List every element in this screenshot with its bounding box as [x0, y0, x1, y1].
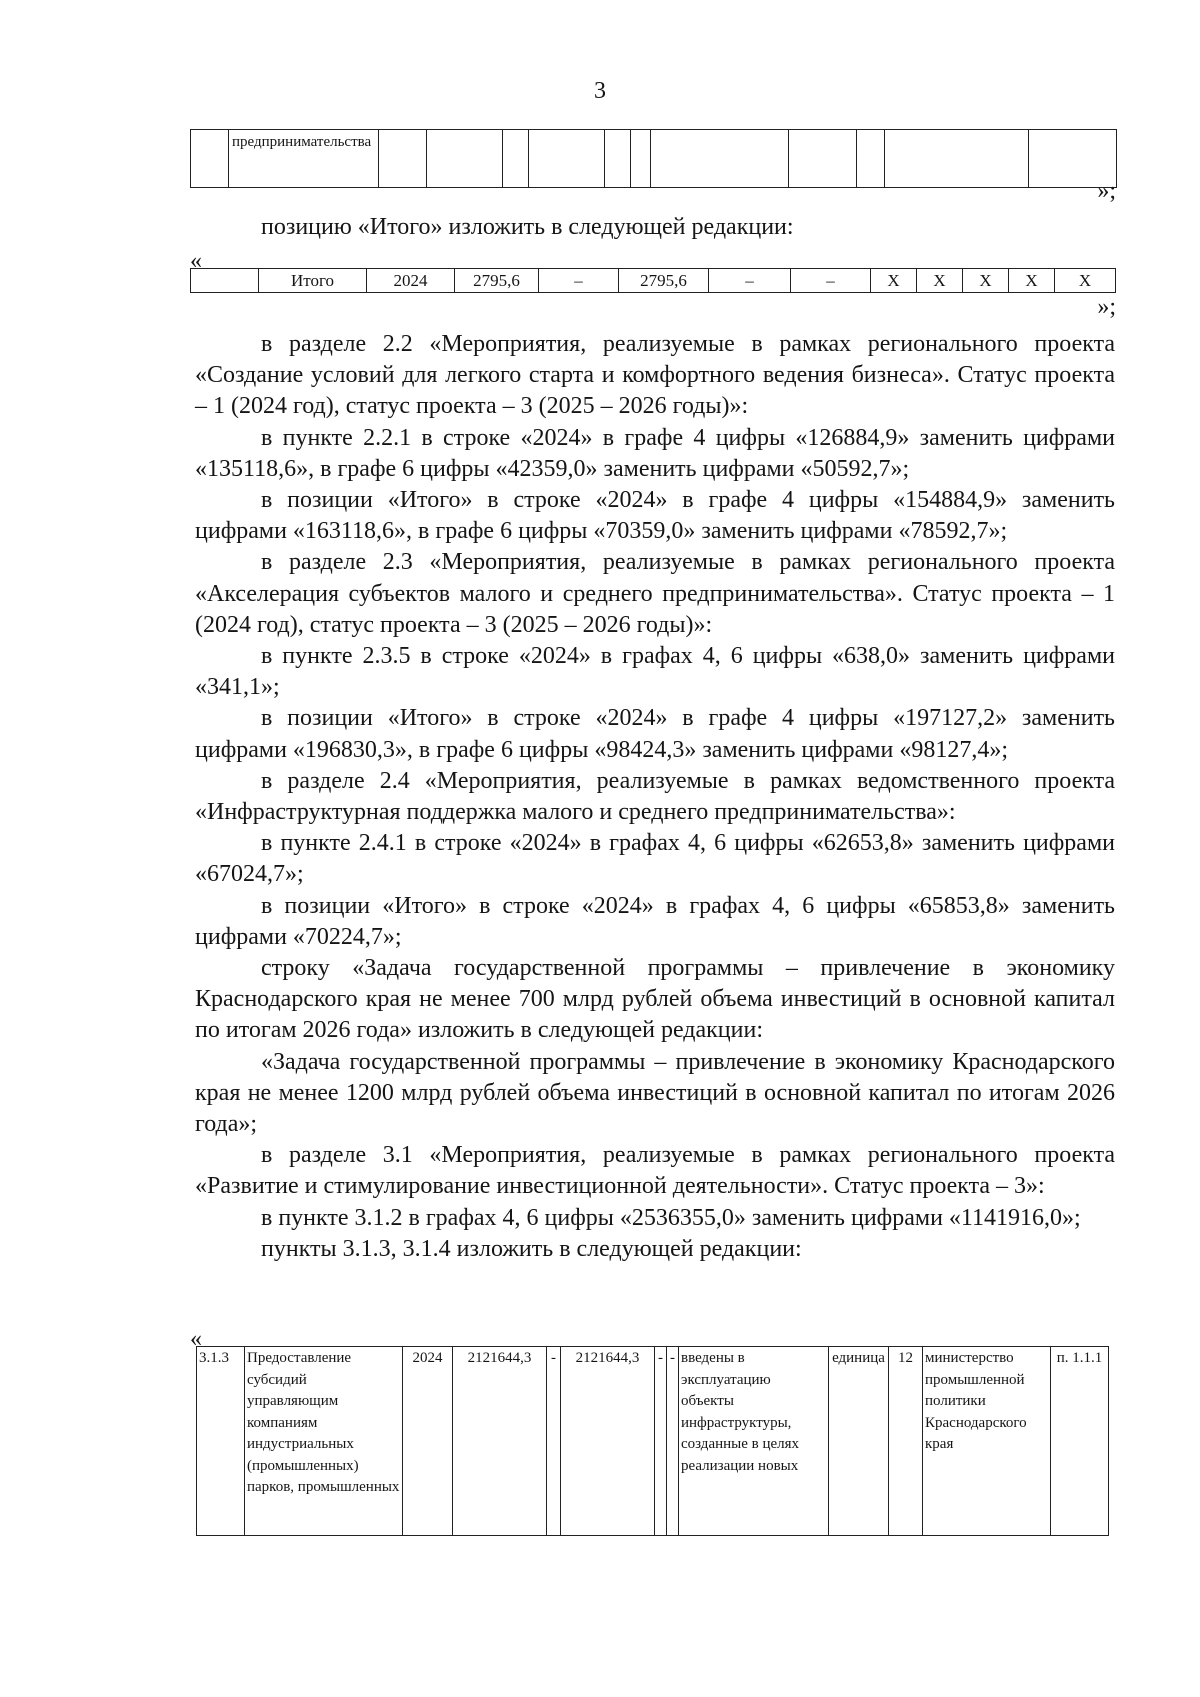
paragraph: позицию «Итого» изложить в следующей редакции:: [261, 214, 794, 240]
table-cell: [857, 130, 885, 188]
table-cell-executor: министерство промышленной политики Краснодарского края: [923, 1347, 1051, 1536]
table-continuation: [190, 129, 1117, 188]
table-cell: -: [667, 1347, 679, 1536]
paragraph: в пункте 2.4.1 в строке «2024» в графах 4, 6 цифры «62653,8» заменить цифрами «67024,7»;: [195, 830, 1115, 888]
table-row: [191, 269, 1116, 293]
table-cell-year: 2024: [367, 269, 455, 293]
table-cell-regional: 2795,6: [619, 269, 709, 293]
table-cell: [427, 130, 503, 188]
table-cell: [529, 130, 605, 188]
paragraph: в пункте 3.1.2 в графах 4, 6 цифры «2536355,0» заменить цифрами «1141916,0»;: [261, 1204, 1081, 1231]
paragraph: в разделе 2.4 «Мероприятия, реализуемые в рамках ведомственного проекта «Инфраструктурная поддержка малого и среднего предпринимательства»:: [195, 767, 1115, 826]
table-cell-num: 3.1.3: [197, 1347, 245, 1536]
table-cell: –: [791, 269, 871, 293]
opening-quote: «: [190, 248, 202, 274]
table-cell-value: 12: [889, 1347, 923, 1536]
table-cell: –: [539, 269, 619, 293]
paragraph: в пункте 2.3.5 в строке «2024» в графах 4, 6 цифры «638,0» заменить цифрами «341,1»;: [195, 643, 1115, 701]
paragraph: в разделе 2.3 «Мероприятия, реализуемые в рамках регионального проекта «Акселерация субъектов малого и среднего предпринимательства». Статус проекта – 1 (2024 год), статус проекта – 3 (2025 – 2026 годы)»:: [195, 549, 1115, 638]
table-cell: [191, 130, 229, 188]
paragraph: в пункте 2.2.1 в строке «2024» в графе 4 цифры «126884,9» заменить цифрами «135118,6», в графе 6 цифры «42359,0» заменить цифрами «50592,7»;: [195, 424, 1115, 482]
table-cell: [885, 130, 1029, 188]
paragraph: пункты 3.1.3, 3.1.4 изложить в следующей редакции:: [261, 1235, 802, 1262]
table-cell: [503, 130, 529, 188]
table-cell-ref: п. 1.1.1: [1051, 1347, 1109, 1536]
paragraph: в разделе 2.2 «Мероприятия, реализуемые в рамках регионального проекта «Создание условий для легкого старта и комфортного ведения бизнеса». Статус проекта – 1 (2024 год), статус проекта – 3 (2025 – 2026 годы)»:: [195, 331, 1115, 420]
table-cell: Х: [917, 269, 963, 293]
table-cell: [651, 130, 789, 188]
table-cell: –: [709, 269, 791, 293]
paragraph: в позиции «Итого» в строке «2024» в графах 4, 6 цифры «65853,8» заменить цифрами «70224,7»;: [195, 892, 1115, 950]
table-cell-label: Итого: [259, 269, 367, 293]
table-cell: Х: [963, 269, 1009, 293]
intro-itogo-paragraph: [195, 212, 1115, 243]
table-cell: [379, 130, 427, 188]
table-cell-regional: 2121644,3: [561, 1347, 655, 1536]
table-cell: [631, 130, 651, 188]
table-itogo: [190, 268, 1116, 293]
table-cell: -: [547, 1347, 561, 1536]
table-cell: [789, 130, 857, 188]
table-cell-unit: единица: [829, 1347, 889, 1536]
table-cell-result: введены в эксплуатацию объекты инфраструктуры, созданные в целях реализации новых: [679, 1347, 829, 1536]
closing-quote: »;: [1097, 178, 1116, 204]
main-text: [195, 329, 1115, 1265]
paragraph: в позиции «Итого» в строке «2024» в графе 4 цифры «197127,2» заменить цифрами «196830,3», в графе 6 цифры «98424,3» заменить цифрами «98127,4»;: [195, 705, 1115, 763]
table-row: [197, 1347, 1109, 1536]
table-cell: [605, 130, 631, 188]
table-cell: Х: [1009, 269, 1055, 293]
opening-quote: «: [190, 1326, 202, 1352]
paragraph: строку «Задача государственной программы – привлечение в экономику Краснодарского края не менее 700 млрд рублей объема инвестиций в основной капитал по итогам 2026 года» изложить в следующей редакции:: [195, 955, 1115, 1044]
paragraph: в позиции «Итого» в строке «2024» в графе 4 цифры «154884,9» заменить цифрами «163118,6», в графе 6 цифры «70359,0» заменить цифрами «78592,7»;: [195, 487, 1115, 545]
table-cell: [191, 269, 259, 293]
paragraph: «Задача государственной программы – привлечение в экономику Краснодарского края не менее 1200 млрд рублей объема инвестиций в основной капитал по итогам 2026 года»;: [195, 1048, 1115, 1138]
table-cell-name: Предоставление субсидий управляющим компаниям индустриальных (промышленных) парков, промышленных: [245, 1347, 403, 1536]
table-cell: -: [655, 1347, 667, 1536]
table-cell-name: предпринимательства: [229, 130, 379, 188]
page-number: 3: [594, 78, 606, 104]
table-cell-year: 2024: [403, 1347, 453, 1536]
paragraph: в разделе 3.1 «Мероприятия, реализуемые в рамках регионального проекта «Развитие и стимулирование инвестиционной деятельности». Статус проекта – 3»:: [195, 1142, 1115, 1200]
table-cell-total: 2795,6: [455, 269, 539, 293]
table-cell: Х: [871, 269, 917, 293]
table-cell-total: 2121644,3: [453, 1347, 547, 1536]
table-cell: Х: [1055, 269, 1116, 293]
closing-quote: »;: [1097, 294, 1116, 320]
table-item-3-1-3: [196, 1346, 1109, 1536]
